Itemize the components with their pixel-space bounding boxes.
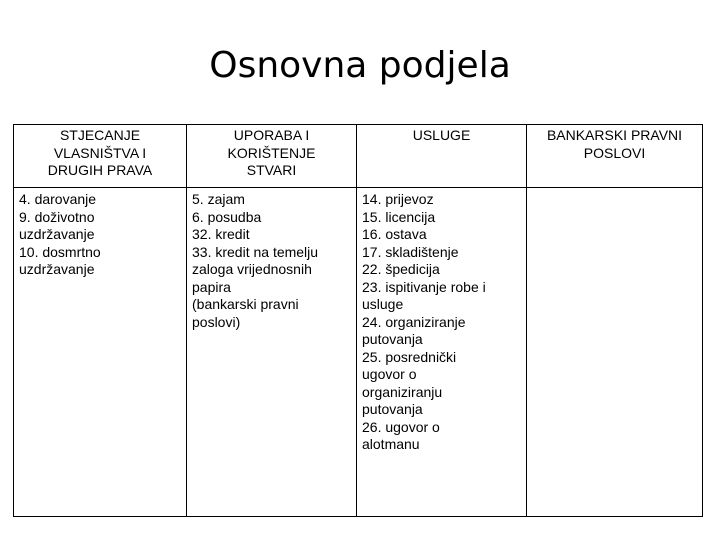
header-line: POSLOVI bbox=[583, 144, 646, 161]
list-item: 10. dosmrtno bbox=[19, 243, 101, 260]
list-item: 14. prijevoz bbox=[362, 191, 434, 207]
list-item: 5. zajam bbox=[192, 191, 245, 207]
list-item: 26. ugovor o bbox=[362, 418, 440, 435]
list-item: organiziranju bbox=[362, 383, 443, 400]
list-item: 22. špedicija bbox=[362, 261, 440, 277]
body-cell-usluge bbox=[357, 188, 527, 517]
list-item: uzdržavanje bbox=[19, 261, 95, 277]
body-cell-uporaba bbox=[187, 188, 357, 517]
header-line: UPORABA I bbox=[233, 127, 310, 143]
header-line: VLASNIŠTVA I bbox=[53, 144, 147, 161]
body-row bbox=[14, 188, 703, 517]
list-item: putovanja bbox=[362, 401, 423, 417]
page-title: Osnovna podjela bbox=[209, 45, 511, 86]
list-item: 6. posudba bbox=[192, 208, 262, 225]
list-item: 15. licencija bbox=[362, 208, 436, 225]
list-item: usluge bbox=[362, 296, 404, 312]
list-item: (bankarski pravni bbox=[192, 296, 299, 312]
header-row bbox=[14, 125, 703, 188]
list-item: zaloga vrijednosnih bbox=[192, 261, 312, 277]
list-item: 4. darovanje bbox=[19, 191, 97, 207]
header-cell-stjecanje bbox=[14, 125, 187, 188]
list-item: uzdržavanje bbox=[19, 226, 95, 242]
header-line: USLUGE bbox=[412, 127, 471, 143]
list-item: 33. kredit na temelju bbox=[192, 243, 319, 260]
list-item: 23. ispitivanje robe i bbox=[362, 278, 486, 295]
list-item: papira bbox=[192, 278, 231, 295]
list-item: 16. ostava bbox=[362, 226, 427, 242]
list-item: 24. organiziranje bbox=[362, 313, 466, 330]
header-line: KORIŠTENJE bbox=[227, 144, 316, 161]
list-item: alotmanu bbox=[362, 436, 420, 452]
classification-table bbox=[13, 124, 703, 517]
list-item: 9. doživotno bbox=[19, 208, 95, 225]
list-item: putovanja bbox=[362, 331, 423, 347]
header-cell-uporaba bbox=[187, 125, 357, 188]
list-item: ugovor o bbox=[362, 366, 417, 382]
list-item: 17. skladištenje bbox=[362, 243, 459, 260]
header-cell-usluge bbox=[357, 125, 527, 188]
list-item: 25. posrednički bbox=[362, 348, 457, 365]
body-cell-bankarski bbox=[527, 188, 703, 517]
header-line: DRUGIH PRAVA bbox=[47, 162, 153, 178]
list-item: poslovi) bbox=[192, 313, 241, 330]
body-cell-stjecanje bbox=[14, 188, 187, 517]
list-item: 32. kredit bbox=[192, 226, 250, 242]
header-cell-bankarski bbox=[527, 125, 703, 188]
header-line: STJECANJE bbox=[59, 127, 141, 143]
header-line: BANKARSKI PRAVNI bbox=[546, 127, 683, 143]
header-line: STVARI bbox=[246, 162, 297, 178]
